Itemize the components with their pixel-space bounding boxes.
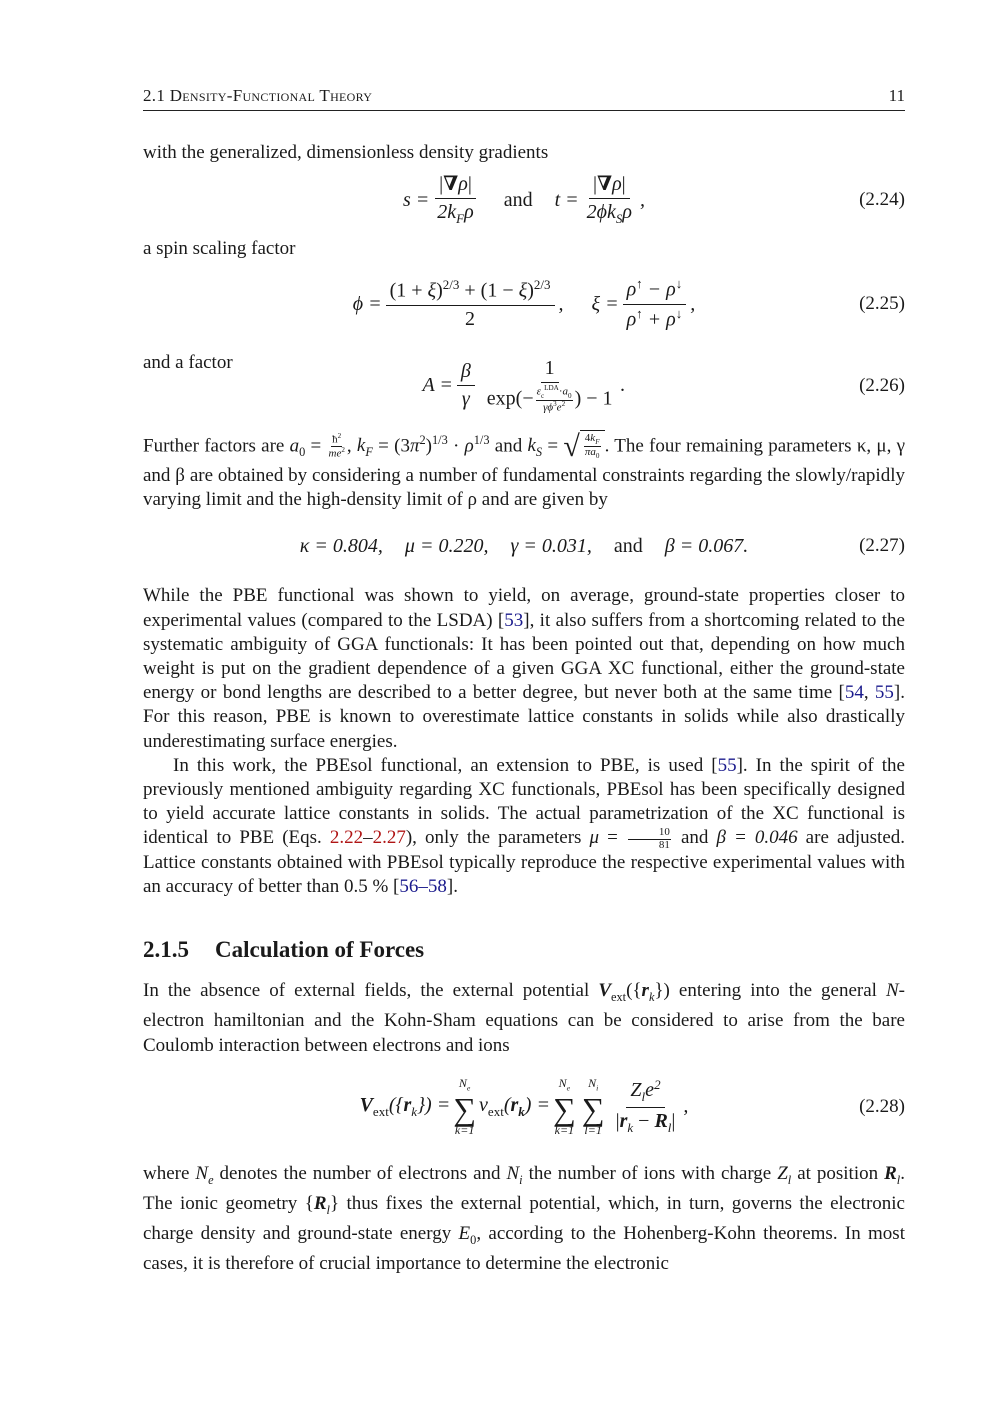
text-run: ], it also suffers from a shortcoming related to the systematic ambiguity of GGA functionals: It has been pointed out that, depending on how much weight is put on the gradient dependence of a given GGA XC functional, either the ground-state energy or bond lengths are described to a better degree, but never both at the same time [ — [143, 609, 905, 704]
equation-2-26: A = $\frac{\beta}{\gamma}$ 1 exp(− $\frac{\varepsilon_c^{LDA}\cdot a_0}{\gamma\phi^3e^2}$ ) − 1 . (2.26) — [422, 356, 905, 414]
equation-ref-link[interactable]: 2.27 — [372, 827, 406, 849]
equation-number: (2.25) — [859, 293, 905, 315]
text-run: entering into the general — [669, 980, 886, 1002]
text-run: denotes the number of electrons and — [213, 1162, 507, 1184]
text-run: . The ionic geometry — [143, 1162, 905, 1214]
param-mu: μ = 0.220, — [404, 534, 489, 557]
text-run: In the absence of external fields, the external potential — [143, 980, 599, 1002]
text-run: where — [143, 1162, 196, 1184]
citation-link[interactable]: 55 — [717, 754, 737, 776]
header-page-number: 11 — [888, 86, 905, 105]
text-run: ]. For this reason, PBE is known to overestimate lattice constants in solids while also drastically underestimating surface energies. — [143, 682, 905, 752]
paragraph-further-factors: Further factors are $a_0$ = $\frac{ħ^2}{me^2}$ , $k_F = (3\pi^2)^{1/3} \cdot \rho^{1/3}$ and $k_S$ = √ $\frac{4k_F}{\pi a_0}$ . The four remaining parameters κ, μ, γ and β are obtained by considering a number of fundamental constraints regarding the slowly/rapidly varying limit and the high-density limit of ρ and are given by — [143, 429, 905, 511]
param-gamma: γ = 0.031, — [510, 534, 592, 557]
beta-pbesol: β = 0.046 — [716, 827, 798, 849]
equation-and-word: and — [503, 188, 533, 211]
text-run: The four remaining parameters κ, μ, γ and β are obtained by considering a number of fundamental constraints regarding the slowly/rapidly varying limit and the high-density limit of ρ and are given by — [143, 434, 905, 511]
paragraph-spin-scaling: a spin scaling factor — [143, 238, 296, 260]
section-heading — [143, 937, 905, 963]
param-kappa: κ = 0.804, — [299, 534, 383, 557]
document-page — [143, 86, 905, 1276]
text-run: In this work, the PBEsol functional, an extension to PBE, is used [ — [173, 754, 718, 776]
param-beta: β = 0.067. — [664, 534, 749, 557]
mu-denominator: 81 — [658, 838, 670, 851]
text-run: Further factors are — [143, 434, 290, 456]
citation-link[interactable]: 53 — [504, 609, 524, 631]
equation-number: (2.27) — [859, 535, 905, 557]
equation-2-24: s = $\frac{|\nabla\rho|}{2k_F\rho}$ and t = $\frac{|\nabla\rho|}{2\phi k_S\rho}$ , (2.24) — [402, 173, 905, 227]
text-run: -electron hamiltonian and the Kohn-Sham equations can be considered to arise from the bare Coulomb interaction between electrons and ions — [143, 980, 905, 1056]
text-run: at position — [791, 1162, 885, 1184]
equation-number: (2.24) — [859, 189, 905, 211]
text-run: ]. — [446, 876, 458, 898]
text-run: While the PBE functional was shown to yield, on average, ground-state properties closer to experimental values (compared to the LSDA) [ — [143, 585, 905, 631]
text-run: thus fixes the external potential, which, in turn, governs the electronic charge density and ground-state energy — [143, 1192, 905, 1244]
equation-ref-link[interactable]: 2.22 — [329, 827, 364, 849]
paragraph-ionic-geometry: where $N_e$ denotes the number of electrons and $N_i$ the number of ions with charge $Z_l$ at position $R_l$. The ionic geometry $\{R_l\}$ thus fixes the external potential, which, in turn, governs the electronic charge density and ground-state energy $E_0$, according to the Hohenberg-Kohn theorems. In most cases, it is therefore of crucial importance to determine the electronic — [143, 1162, 905, 1274]
param-and: and — [613, 534, 643, 557]
equation-number: (2.28) — [859, 1095, 905, 1117]
citation-link[interactable]: 54 — [844, 682, 864, 704]
paragraph-intro: with the generalized, dimensionless density gradients — [143, 142, 549, 163]
running-header — [143, 86, 905, 111]
mu-numerator: 10 — [628, 827, 671, 840]
text-run: are adjusted. Lattice constants obtained with PBEsol typically reproduce the respective experimental values with an accuracy of better than 0.5 % [ — [143, 827, 906, 898]
text-run: the number of ions with charge — [522, 1162, 778, 1184]
header-section-title: 2.1 Density-Functional Theory — [143, 86, 373, 105]
paragraph-pbesol: In this work, the PBEsol functional, an extension to PBE, is used [55]. In the spirit of the previously mentioned ambiguity regarding XC functionals, PBEsol has been specifically designed to yield accurate lattice constants in solids. The actual parametrization of the XC functional is identical to PBE (Eqs. 2.22–2.27), only the parameters μ = $\frac{10}{81}$ and β = 0.046 are adjusted. Lattice constants obtained with PBEsol typically reproduce the respective experimental values with an accuracy of better than 0.5 % [56–58]. — [143, 754, 906, 898]
equation-2-25: ϕ = $\frac{(1 + \xi)^{2/3} + (1 - \xi)^{2/3}}{2}$ , ξ = $\frac{\rho^↑ - \rho^↓}{\rho^↑ + \rho^↓}$ , (2.25) — [352, 276, 905, 331]
paragraph-external-potential: In the absence of external fields, the external potential $V_{ext}(\{r_k\})$ entering into the general N-electron hamiltonian and the Kohn-Sham equations can be considered to arise from the bare Coulomb interaction between electrons and ions — [143, 980, 905, 1056]
equation-number: (2.26) — [859, 374, 905, 396]
citation-link[interactable]: 55 — [874, 682, 894, 704]
paragraph-factor: and a factor — [143, 352, 233, 374]
section-title: Calculation of Forces — [215, 937, 425, 963]
section-number: 2.1.5 — [143, 937, 189, 963]
citation-link[interactable]: 56–58 — [399, 876, 447, 898]
text-run: – — [363, 827, 373, 849]
equation-2-28: $V_{ext}(\{r_k\})$ = $N_e$ ∑ k=1 $v_{ext}(r_k)$ = $N_e$ ∑ k=1 $N_i$ ∑ l=1 $\frac{Z_le^2}{|r_k - R_l|}$ , (2.28) — [359, 1075, 905, 1138]
paragraph-pbe-ambiguity: While the PBE functional was shown to yield, on average, ground-state properties closer to experimental values (compared to the LSDA) [53], it also suffers from a shortcoming related to the systematic ambiguity of GGA functionals: It has been pointed out that, depending on how much weight is put on the gradient dependence of a given GGA XC functional, either the ground-state energy or bond lengths are described to a better degree, but never both at the same time [54, 55]. For this reason, PBE is known to overestimate lattice constants in solids while also drastically underestimating surface energies. — [143, 585, 905, 752]
equation-2-27 — [143, 524, 905, 568]
text-run: ), only the parameters — [405, 827, 590, 849]
text-run: ]. In the spirit of the previously mentioned ambiguity regarding XC functionals, PBEsol has been specifically designed to yield accurate lattice constants in solids. The actual parametrization of the XC functional is identical to PBE (Eqs. — [143, 754, 905, 849]
text-run: , according to the Hohenberg-Kohn theorems. In most cases, it is therefore of crucial importance to determine the electronic — [143, 1222, 905, 1274]
